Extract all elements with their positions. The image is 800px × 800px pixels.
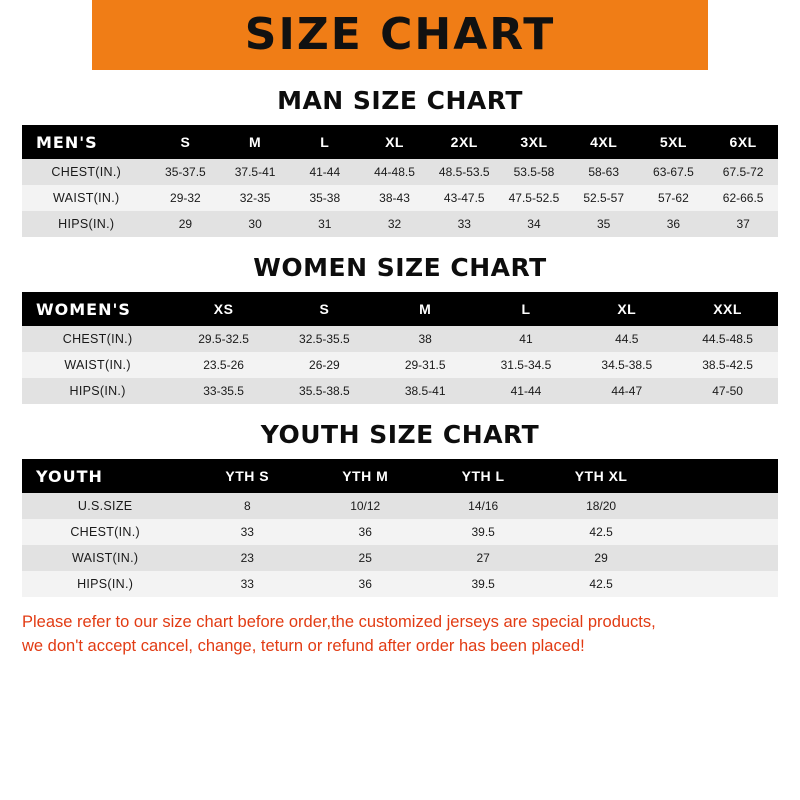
- banner-stripe-right: [708, 0, 800, 70]
- cell: 67.5-72: [708, 159, 778, 185]
- cell: 25: [306, 545, 424, 571]
- cell: 29: [542, 545, 660, 571]
- cell: 18/20: [542, 493, 660, 519]
- col-header-l: L: [290, 125, 360, 159]
- col-header-spacer: [660, 459, 778, 493]
- col-header-yth-xl: YTH XL: [542, 459, 660, 493]
- table-header-row: [22, 459, 778, 493]
- cell: 34: [499, 211, 569, 237]
- cell: 41-44: [290, 159, 360, 185]
- cell: 47.5-52.5: [499, 185, 569, 211]
- section-title-youth: YOUTH SIZE CHART: [260, 420, 540, 449]
- cell: 32.5-35.5: [274, 326, 375, 352]
- cell: 33: [188, 571, 306, 597]
- table-row: [22, 352, 778, 378]
- row-label-hips: HIPS(IN.): [22, 378, 173, 404]
- col-header-5xl: 5XL: [639, 125, 709, 159]
- cell: 36: [639, 211, 709, 237]
- cell: 62-66.5: [708, 185, 778, 211]
- cell: 33: [429, 211, 499, 237]
- table-row: [22, 493, 778, 519]
- col-header-4xl: 4XL: [569, 125, 639, 159]
- cell: 47-50: [677, 378, 778, 404]
- col-header-2xl: 2XL: [429, 125, 499, 159]
- row-label-waist: WAIST(IN.): [22, 185, 151, 211]
- table-youth-size: [22, 459, 778, 597]
- cell: 33: [188, 519, 306, 545]
- cell: 14/16: [424, 493, 542, 519]
- cell: 63-67.5: [639, 159, 709, 185]
- cell: 36: [306, 571, 424, 597]
- section-title-man: MAN SIZE CHART: [277, 86, 523, 115]
- cell: 10/12: [306, 493, 424, 519]
- table-row: [22, 545, 778, 571]
- col-header-xs: XS: [173, 292, 274, 326]
- col-header-yth-l: YTH L: [424, 459, 542, 493]
- cell: 8: [188, 493, 306, 519]
- table-row: [22, 378, 778, 404]
- cell: 30: [220, 211, 290, 237]
- col-header-m: M: [220, 125, 290, 159]
- cell: 39.5: [424, 571, 542, 597]
- policy-note-line-2: we don't accept cancel, change, teturn or refund after order has been placed!: [22, 636, 585, 655]
- col-header-youth: YOUTH: [22, 459, 188, 493]
- cell: 35-37.5: [151, 159, 221, 185]
- col-header-l: L: [476, 292, 577, 326]
- col-header-s: S: [151, 125, 221, 159]
- cell: 33-35.5: [173, 378, 274, 404]
- row-label-waist: WAIST(IN.): [22, 545, 188, 571]
- cell: 44-47: [576, 378, 677, 404]
- cell: 37.5-41: [220, 159, 290, 185]
- cell: 44-48.5: [360, 159, 430, 185]
- cell: 29: [151, 211, 221, 237]
- cell: 32: [360, 211, 430, 237]
- cell: 31: [290, 211, 360, 237]
- cell: 27: [424, 545, 542, 571]
- cell-spacer: [660, 493, 778, 519]
- cell: 53.5-58: [499, 159, 569, 185]
- section-youth: [0, 420, 800, 597]
- row-label-hips: HIPS(IN.): [22, 211, 151, 237]
- section-man: [0, 86, 800, 237]
- cell: 41-44: [476, 378, 577, 404]
- cell: 29-32: [151, 185, 221, 211]
- section-women: [0, 253, 800, 404]
- row-label-chest: CHEST(IN.): [22, 159, 151, 185]
- cell: 34.5-38.5: [576, 352, 677, 378]
- cell: 42.5: [542, 571, 660, 597]
- col-header-xl: XL: [360, 125, 430, 159]
- cell: 35: [569, 211, 639, 237]
- col-header-s: S: [274, 292, 375, 326]
- page-title: SIZE CHART: [244, 9, 556, 60]
- cell: 58-63: [569, 159, 639, 185]
- cell-spacer: [660, 571, 778, 597]
- header-banner: [0, 0, 800, 70]
- cell: 44.5: [576, 326, 677, 352]
- table-row: [22, 185, 778, 211]
- row-label-chest: CHEST(IN.): [22, 519, 188, 545]
- cell: 29.5-32.5: [173, 326, 274, 352]
- col-header-yth-s: YTH S: [188, 459, 306, 493]
- row-label-waist: WAIST(IN.): [22, 352, 173, 378]
- cell: 38.5-42.5: [677, 352, 778, 378]
- col-header-xxl: XXL: [677, 292, 778, 326]
- row-label-us-size: U.S.SIZE: [22, 493, 188, 519]
- table-row: [22, 159, 778, 185]
- cell: 36: [306, 519, 424, 545]
- cell: 35-38: [290, 185, 360, 211]
- cell: 48.5-53.5: [429, 159, 499, 185]
- table-row: [22, 211, 778, 237]
- cell: 43-47.5: [429, 185, 499, 211]
- col-header-xl: XL: [576, 292, 677, 326]
- table-row: [22, 571, 778, 597]
- table-row: [22, 326, 778, 352]
- col-header-womens: WOMEN'S: [22, 292, 173, 326]
- col-header-6xl: 6XL: [708, 125, 778, 159]
- col-header-mens: MEN'S: [22, 125, 151, 159]
- cell: 23: [188, 545, 306, 571]
- table-man-size: [22, 125, 778, 237]
- cell: 41: [476, 326, 577, 352]
- col-header-m: M: [375, 292, 476, 326]
- cell: 38.5-41: [375, 378, 476, 404]
- cell: 38-43: [360, 185, 430, 211]
- cell: 38: [375, 326, 476, 352]
- table-women-size: [22, 292, 778, 404]
- policy-note: [22, 611, 778, 659]
- table-header-row: [22, 125, 778, 159]
- cell-spacer: [660, 545, 778, 571]
- cell: 44.5-48.5: [677, 326, 778, 352]
- col-header-3xl: 3XL: [499, 125, 569, 159]
- cell: 39.5: [424, 519, 542, 545]
- cell: 31.5-34.5: [476, 352, 577, 378]
- table-row: [22, 519, 778, 545]
- cell: 23.5-26: [173, 352, 274, 378]
- cell: 35.5-38.5: [274, 378, 375, 404]
- cell: 57-62: [639, 185, 709, 211]
- col-header-yth-m: YTH M: [306, 459, 424, 493]
- banner-stripe-left: [0, 0, 92, 70]
- table-header-row: [22, 292, 778, 326]
- section-title-women: WOMEN SIZE CHART: [253, 253, 547, 282]
- policy-note-line-1: Please refer to our size chart before order,the customized jerseys are special products,: [22, 613, 656, 631]
- row-label-hips: HIPS(IN.): [22, 571, 188, 597]
- cell: 29-31.5: [375, 352, 476, 378]
- cell-spacer: [660, 519, 778, 545]
- cell: 52.5-57: [569, 185, 639, 211]
- cell: 37: [708, 211, 778, 237]
- cell: 42.5: [542, 519, 660, 545]
- row-label-chest: CHEST(IN.): [22, 326, 173, 352]
- cell: 26-29: [274, 352, 375, 378]
- cell: 32-35: [220, 185, 290, 211]
